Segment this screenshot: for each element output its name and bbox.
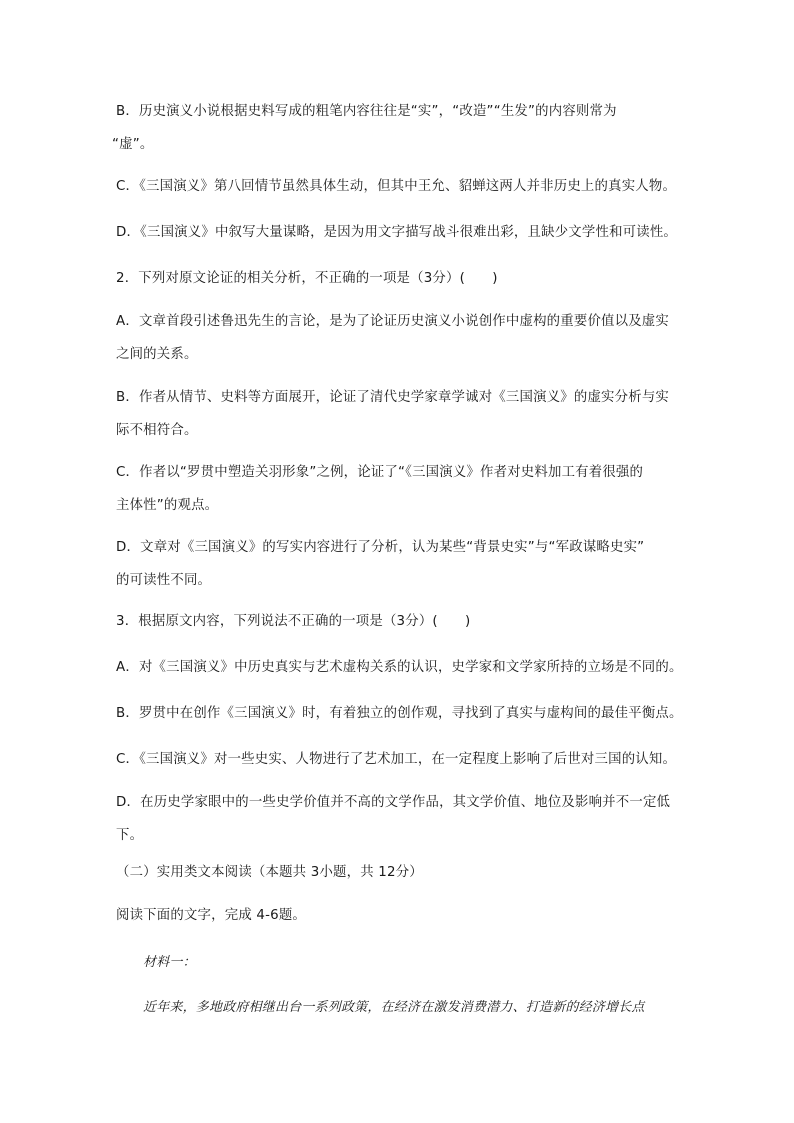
text-line: 之间的关系。 [116, 347, 198, 362]
q1-option-d [116, 216, 684, 249]
text-line: （二）实用类文本阅读（本题共 3小题，共 12分） [116, 865, 423, 880]
text-line: 的可读性不同。 [116, 573, 212, 588]
q3-option-c [116, 743, 684, 776]
text-line: A．对《三国演义》中历史真实与艺术虚构关系的认识，史学家和文学家所持的立场是不同的。 [116, 660, 683, 675]
text-line: A．文章首段引述鲁迅先生的言论，是为了论证历史演义小说创作中虚构的重要价值以及虚实 [116, 314, 669, 329]
text-line: D．文章对《三国演义》的写实内容进行了分析，认为某些“背景史实”与“军政谋略史实” [116, 540, 645, 555]
section-2-heading [116, 856, 684, 889]
material-1-text [143, 991, 684, 1024]
text-line: 2．下列对原文论证的相关分析，不正确的一项是（3分）( ) [116, 271, 498, 286]
text-line: 下。 [116, 828, 144, 843]
text-line: B．罗贯中在创作《三国演义》时，有着独立的创作观，寻找到了真实与虚构间的最佳平衡点。 [116, 706, 683, 721]
text-line: 3．根据原文内容，下列说法不正确的一项是（3分）( ) [116, 614, 471, 629]
q2-option-b [116, 381, 684, 447]
q3-option-a [116, 651, 684, 684]
q3-option-b [116, 697, 684, 730]
text-line: C．《三国演义》对一些史实、人物进行了艺术加工，在一定程度上影响了后世对三国的认知。 [116, 752, 677, 767]
q3-stem [116, 605, 684, 638]
text-line: 主体性”的观点。 [116, 498, 219, 513]
q2-stem [116, 262, 684, 295]
q2-option-a [116, 305, 684, 371]
text-line: C．《三国演义》第八回情节虽然具体生动，但其中王允、貂蝉这两人并非历史上的真实人物。 [116, 179, 677, 194]
text-line: B．历史演义小说根据史料写成的粗笔内容往往是“实”，“改造”“生发”的内容则常为 [116, 104, 617, 119]
q3-option-d [116, 786, 684, 852]
q2-option-d [116, 531, 684, 597]
text-line: D．在历史学家眼中的一些史学价值并不高的文学作品，其文学价值、地位及影响并不一定低 [116, 795, 671, 810]
text-line: 际不相符合。 [116, 423, 198, 438]
text-line: “虚”。 [112, 137, 154, 152]
text-line: 阅读下面的文字，完成 4-6题。 [116, 908, 307, 923]
q2-option-c [116, 456, 684, 522]
text-line: D．《三国演义》中叙写大量谋略，是因为用文字描写战斗很难出彩，且缺少文学性和可读性。 [116, 225, 678, 240]
material-1-label [143, 946, 711, 979]
text-line: B．作者从情节、史料等方面展开，论证了清代史学家章学诚对《三国演义》的虚实分析与实 [116, 390, 670, 405]
text-line: C．作者以“罗贯中塑造关羽形象”之例，论证了“《三国演义》作者对史料加工有着很强的 [116, 465, 644, 480]
q1-option-b [112, 95, 684, 161]
text-line: 材料一： [143, 955, 196, 970]
section-2-instruction [116, 899, 684, 932]
text-line: 近年来，多地政府相继出台一系列政策，在经济在激发消费潜力、打造新的经济增长点 [143, 1000, 645, 1015]
q1-option-c [116, 170, 684, 203]
